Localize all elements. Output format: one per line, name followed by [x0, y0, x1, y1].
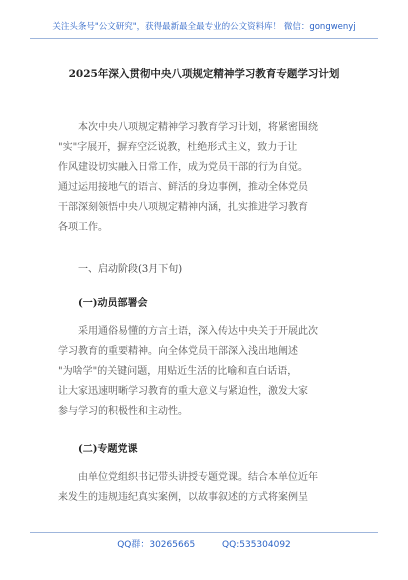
sub1-line-3: "为啥学"的关键问题，用贴近生活的比喻和直白话语， [58, 366, 298, 377]
intro-line-6: 各项工作。 [58, 222, 108, 233]
sub1-line-2: 学习教育的重要精神。向全体党员干部深入浅出地阐述 [58, 346, 298, 357]
header-banner: 关注头条号"公文研究"，获得最新最全最专业的公文资料库！ 微信：gongwenyj [52, 22, 356, 32]
sub1-line-4: 让大家迅速明晰学习教育的重大意义与紧迫性，激发大家 [58, 386, 308, 397]
subheading-1: (一)动员部署会 [78, 298, 148, 309]
intro-line-3: 作风建设切实融入日常工作，成为党员干部的行为自觉。 [58, 162, 308, 173]
section-heading-1: 一、启动阶段(3月下旬) [78, 264, 183, 275]
sub2-line-2: 来发生的违规违纪真实案例，以故事叙述的方式将案例呈 [58, 492, 308, 503]
intro-line-5: 干部深刻领悟中央八项规定精神内涵，扎实推进学习教育 [58, 202, 308, 213]
document-title: 2025年深入贯彻中央八项规定精神学习教育专题学习计划 [68, 68, 340, 80]
sub1-line-5: 参与学习的积极性和主动性。 [58, 406, 188, 417]
footer-qq-group: QQ群：30265665 [117, 540, 196, 550]
sub2-line-1: 由单位党组织书记带头讲授专题党课。结合本单位近年 [78, 472, 318, 483]
header-divider [30, 38, 378, 39]
intro-line-1: 本次中央八项规定精神学习教育学习计划，将紧密围绕 [78, 122, 318, 133]
footer [0, 537, 408, 550]
sub1-line-1: 采用通俗易懂的方言土语，深入传达中央关于开展此次 [78, 326, 318, 337]
footer-qq: QQ:535304092 [222, 540, 291, 550]
footer-divider [30, 532, 378, 533]
intro-line-2: "实"字展开，摒弃空泛说教，杜绝形式主义，致力于让 [58, 142, 298, 153]
intro-line-4: 通过运用接地气的语言、鲜活的身边事例，推动全体党员 [58, 182, 308, 193]
subheading-2: (二)专题党课 [78, 444, 138, 455]
